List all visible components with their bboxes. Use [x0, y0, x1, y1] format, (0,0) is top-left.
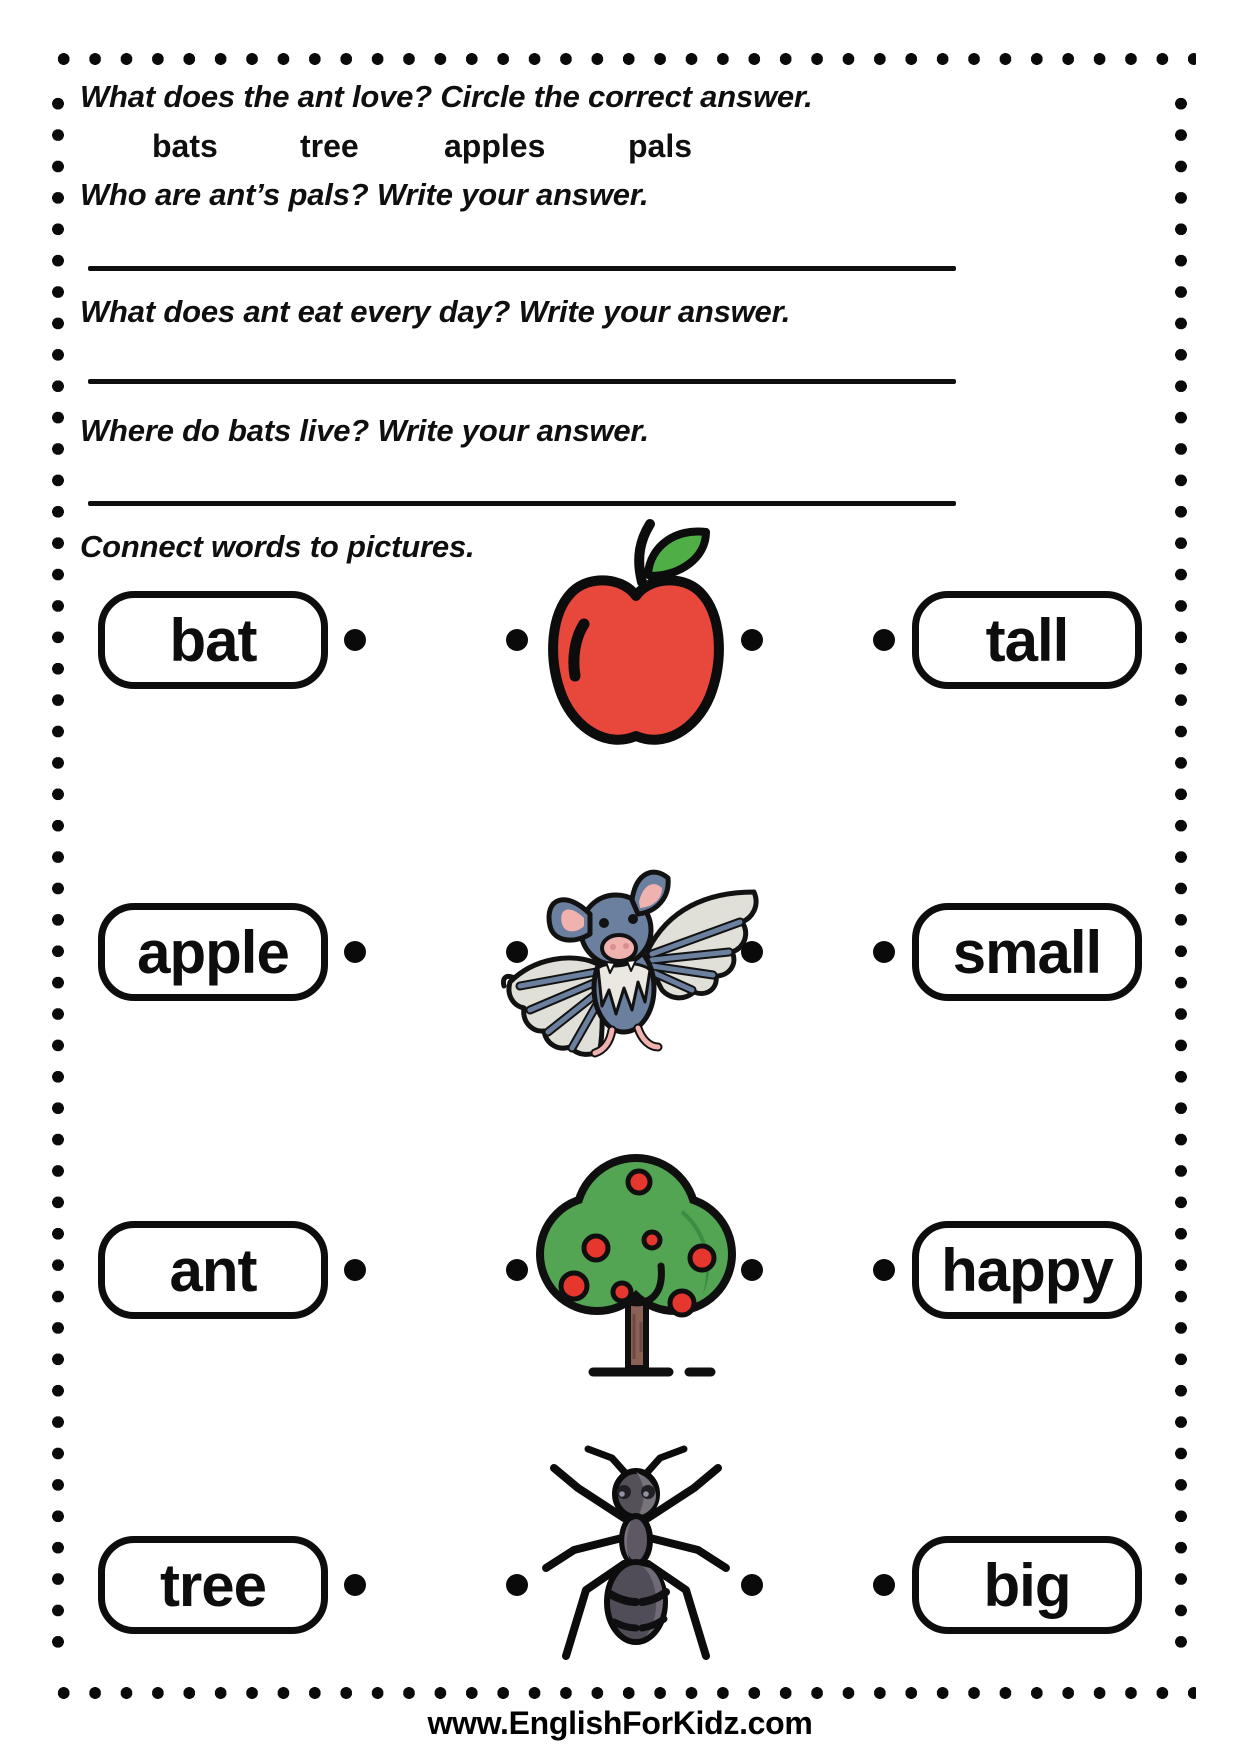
word-box-tall[interactable]: tall — [912, 591, 1142, 689]
dot-tree-image-right[interactable] — [741, 1259, 763, 1281]
question-ants-pals: Who are ant’s pals? Write your answer. — [80, 177, 649, 212]
dot-word-tall[interactable] — [873, 629, 895, 651]
option-tree[interactable]: tree — [300, 128, 359, 164]
connect-instruction: Connect words to pictures. — [80, 529, 475, 564]
answer-line-3[interactable] — [88, 501, 956, 506]
dot-word-bat[interactable] — [344, 629, 366, 651]
dot-word-small[interactable] — [873, 941, 895, 963]
dot-apple-image-left[interactable] — [506, 629, 528, 651]
dot-word-tree[interactable] — [344, 1574, 366, 1596]
word-box-big[interactable]: big — [912, 1536, 1142, 1634]
question-what-ant-loves: What does the ant love? Circle the correct answer. — [80, 79, 813, 114]
question-ant-eats: What does ant eat every day? Write your answer. — [80, 294, 791, 329]
option-pals[interactable]: pals — [628, 128, 693, 164]
question-bats-live: Where do bats live? Write your answer. — [80, 413, 649, 448]
ant-image[interactable] — [530, 1444, 742, 1664]
answer-line-2[interactable] — [88, 379, 956, 384]
word-box-small[interactable]: small — [912, 903, 1142, 1001]
option-bats[interactable]: bats — [152, 128, 218, 164]
word-box-apple[interactable]: apple — [98, 903, 328, 1001]
word-box-tree[interactable]: tree — [98, 1536, 328, 1634]
dot-apple-image-right[interactable] — [741, 629, 763, 651]
option-apples[interactable]: apples — [444, 128, 546, 164]
dot-word-happy[interactable] — [873, 1259, 895, 1281]
dot-ant-image-left[interactable] — [506, 1574, 528, 1596]
word-box-happy[interactable]: happy — [912, 1221, 1142, 1319]
tree-image[interactable] — [533, 1154, 739, 1384]
dotted-border-top — [48, 53, 1196, 65]
dotted-border-bottom — [48, 1687, 1196, 1699]
dot-ant-image-right[interactable] — [741, 1574, 763, 1596]
word-box-bat[interactable]: bat — [98, 591, 328, 689]
dot-word-big[interactable] — [873, 1574, 895, 1596]
apple-image[interactable] — [544, 512, 729, 752]
word-box-ant[interactable]: ant — [98, 1221, 328, 1319]
dotted-border-left — [52, 88, 64, 1666]
dotted-border-right — [1175, 88, 1187, 1666]
footer-url: www.EnglishForKidz.com — [427, 1705, 813, 1741]
dot-bat-image-right[interactable] — [741, 941, 763, 963]
dot-tree-image-left[interactable] — [506, 1259, 528, 1281]
answer-line-1[interactable] — [88, 266, 956, 271]
bat-image[interactable] — [492, 860, 768, 1060]
dot-word-apple[interactable] — [344, 941, 366, 963]
dot-word-ant[interactable] — [344, 1259, 366, 1281]
